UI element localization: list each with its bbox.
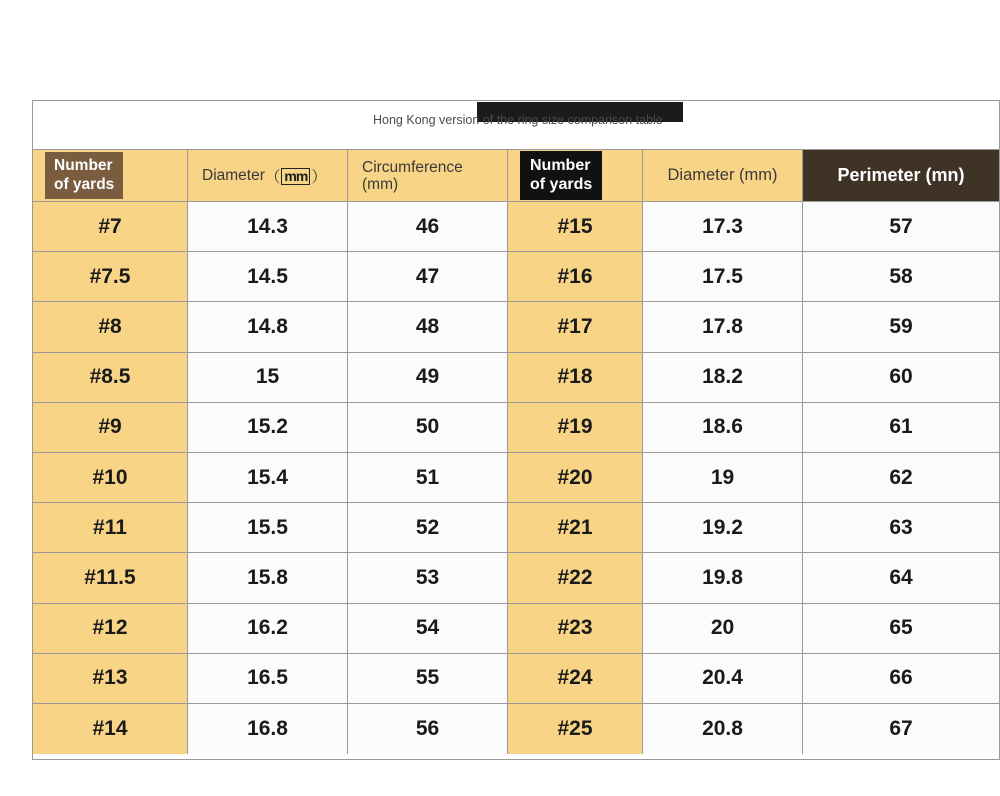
cell-yard-left: #8.5 [33,353,188,403]
cell-perimeter-right: 59 [803,302,999,352]
table-row [33,353,999,403]
cell-diameter-right: 19.8 [643,553,803,603]
cell-yard-left: #8 [33,302,188,352]
table-header-row [33,150,999,202]
cell-circumference-left: 48 [348,302,508,352]
table-row [33,453,999,503]
page-title: Hong Kong version of the ring size comparison table [373,113,663,127]
header-line1: Number [54,157,113,174]
cell-diameter-left: 15.5 [188,503,348,553]
cell-perimeter-right: 62 [803,453,999,503]
cell-circumference-left: 56 [348,704,508,754]
cell-yard-right: #17 [508,302,643,352]
table-row [33,704,999,754]
cell-perimeter-right: 64 [803,553,999,603]
cell-yard-right: #24 [508,654,643,704]
cell-perimeter-right: 66 [803,654,999,704]
header-chip-black [520,151,602,200]
cell-perimeter-right: 67 [803,704,999,754]
table-row [33,503,999,553]
header-line2: of yards [54,176,115,193]
cell-diameter-left: 15.2 [188,403,348,453]
table-row [33,654,999,704]
table-row [33,202,999,252]
header-line1-right: Number [530,157,591,174]
cell-diameter-right: 18.6 [643,403,803,453]
cell-diameter-left: 14.5 [188,252,348,302]
cell-circumference-left: 52 [348,503,508,553]
cell-yard-left: #14 [33,704,188,754]
table-row [33,302,999,352]
cell-yard-right: #22 [508,553,643,603]
cell-diameter-right: 19 [643,453,803,503]
cell-yard-right: #20 [508,453,643,503]
cell-diameter-right: 17.3 [643,202,803,252]
cell-circumference-left: 53 [348,553,508,603]
header-paren-open: （ [264,168,281,186]
header-chip-brown [45,152,123,199]
header-paren-close: ） [311,168,327,186]
header-circumference-line2: (mm) [362,175,399,193]
header-circumference-line1: Circumference [362,158,463,176]
cell-diameter-left: 16.8 [188,704,348,754]
cell-yard-left: #10 [33,453,188,503]
cell-perimeter-right: 57 [803,202,999,252]
cell-yard-left: #12 [33,604,188,654]
header-diameter-mm-left [188,150,348,202]
cell-yard-left: #7 [33,202,188,252]
cell-diameter-left: 14.8 [188,302,348,352]
cell-yard-right: #18 [508,353,643,403]
table-row [33,604,999,654]
cell-diameter-right: 20.4 [643,654,803,704]
cell-yard-left: #7.5 [33,252,188,302]
cell-yard-right: #21 [508,503,643,553]
cell-circumference-left: 51 [348,453,508,503]
cell-perimeter-right: 61 [803,403,999,453]
header-circumference-left [348,150,508,202]
cell-yard-right: #23 [508,604,643,654]
cell-circumference-left: 55 [348,654,508,704]
cell-yard-left: #13 [33,654,188,704]
header-line2-right: of yards [530,176,593,193]
cell-circumference-left: 50 [348,403,508,453]
header-number-of-yards-right [508,150,643,202]
cell-diameter-left: 14.3 [188,202,348,252]
cell-diameter-right: 20.8 [643,704,803,754]
cell-yard-right: #19 [508,403,643,453]
cell-circumference-left: 54 [348,604,508,654]
cell-circumference-left: 46 [348,202,508,252]
cell-perimeter-right: 65 [803,604,999,654]
cell-diameter-right: 17.5 [643,252,803,302]
cell-diameter-right: 17.8 [643,302,803,352]
cell-diameter-left: 16.5 [188,654,348,704]
cell-diameter-left: 15.4 [188,453,348,503]
cell-yard-left: #11 [33,503,188,553]
cell-diameter-left: 15.8 [188,553,348,603]
table-body [33,202,999,754]
table-title-band [33,101,999,150]
header-perimeter-right: Perimeter (mn) [803,150,999,202]
header-diameter-right: Diameter (mm) [643,150,803,202]
cell-yard-left: #9 [33,403,188,453]
cell-circumference-left: 47 [348,252,508,302]
cell-perimeter-right: 58 [803,252,999,302]
cell-yard-right: #15 [508,202,643,252]
header-mm-box: mm [281,168,310,185]
cell-perimeter-right: 63 [803,503,999,553]
table-row [33,553,999,603]
cell-circumference-left: 49 [348,353,508,403]
cell-diameter-left: 15 [188,353,348,403]
cell-yard-left: #11.5 [33,553,188,603]
header-diameter-label: Diameter [202,166,265,184]
cell-diameter-right: 19.2 [643,503,803,553]
header-number-of-yards-left [33,150,188,202]
cell-yard-right: #16 [508,252,643,302]
table-row [33,403,999,453]
ring-size-table [32,100,1000,760]
table-row [33,252,999,302]
cell-diameter-right: 20 [643,604,803,654]
cell-diameter-left: 16.2 [188,604,348,654]
cell-diameter-right: 18.2 [643,353,803,403]
cell-perimeter-right: 60 [803,353,999,403]
cell-yard-right: #25 [508,704,643,754]
